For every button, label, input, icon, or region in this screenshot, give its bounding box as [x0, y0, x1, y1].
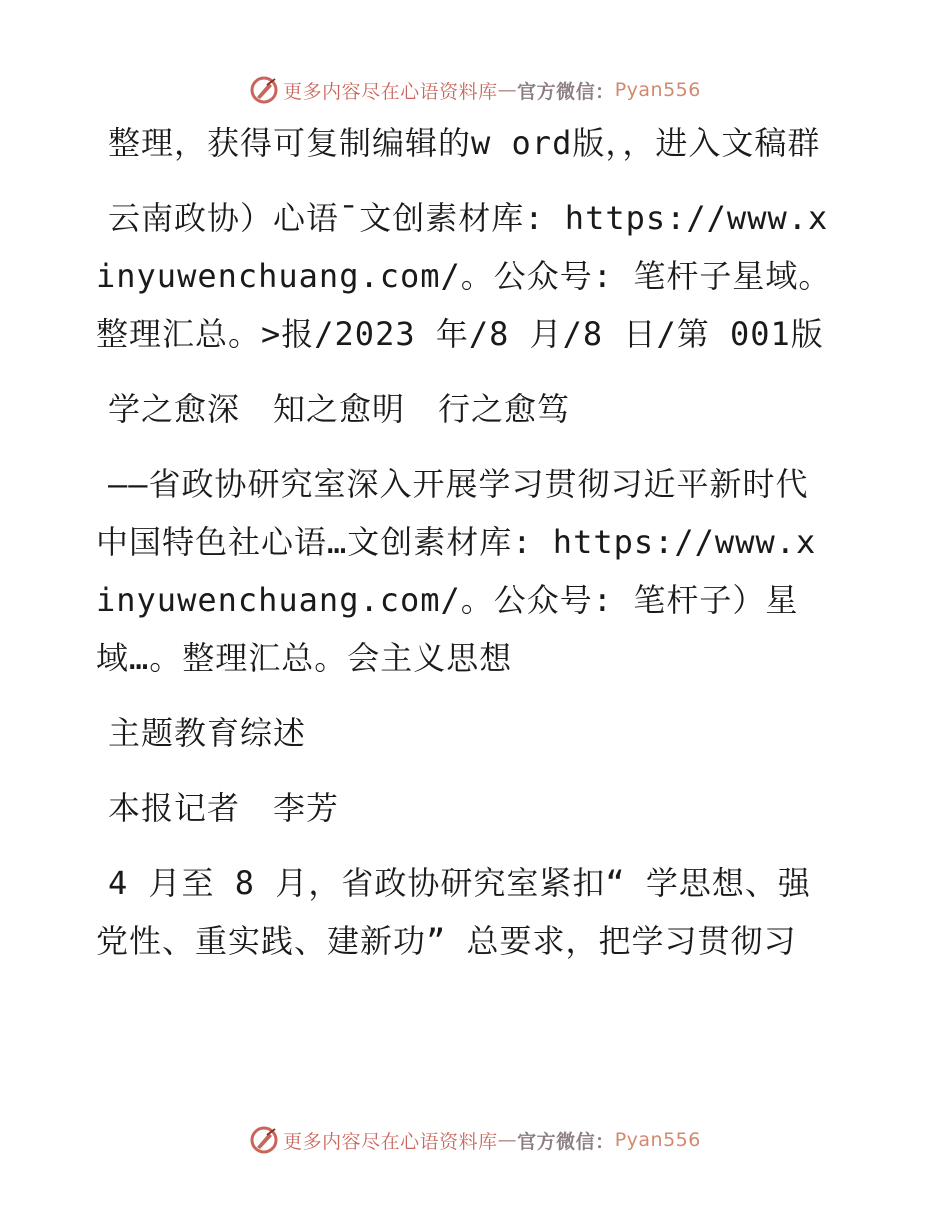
banner-wechat-id: Pyan556: [614, 79, 701, 101]
banner-wechat-label: 官方微信：: [517, 1130, 615, 1153]
banner-main-text: 更多内容尽在心语资料库: [283, 1130, 498, 1153]
banner-dash: —: [497, 79, 518, 101]
quill-logo-icon: [249, 1125, 279, 1155]
paragraph-headline: 学之愈深 知之愈明 行之愈笃: [108, 390, 571, 428]
footer-watermark-banner: [0, 1120, 950, 1160]
paragraph-topic: 主题教育综述: [108, 714, 307, 752]
document-body: [96, 114, 836, 987]
paragraph-1: 整理，获得可复制编辑的w ord版，，进入文稿群: [108, 124, 821, 162]
header-watermark-banner: [0, 70, 950, 110]
paragraph-2: 云南政协）心语¯文创素材库: https://www.xinyuwenchuang.com/。公众号: 笔杆子星域。整理汇总。>报/2023 年/8 月/8 日/第 001版: [96, 199, 832, 353]
banner-wechat-label: 官方微信：: [517, 80, 615, 103]
banner-wechat-id: Pyan556: [614, 1129, 701, 1151]
banner-dash: —: [497, 1129, 518, 1151]
paragraph-byline: 本报记者 李芳: [108, 789, 340, 827]
paragraph-subheadline: ——省政协研究室深入开展学习贯彻习近平新时代中国特色社心语…文创素材库: https://www.xinyuwenchuang.com/。公众号: 笔杆子）星域…。整理汇总。会主义思想: [96, 465, 817, 677]
paragraph-body: 4 月至 8 月，省政协研究室紧扣“ 学思想、强党性、重实践、建新功” 总要求，把学习贯彻习: [96, 864, 811, 960]
banner-main-text: 更多内容尽在心语资料库: [283, 80, 498, 103]
quill-logo-icon: [249, 75, 279, 105]
